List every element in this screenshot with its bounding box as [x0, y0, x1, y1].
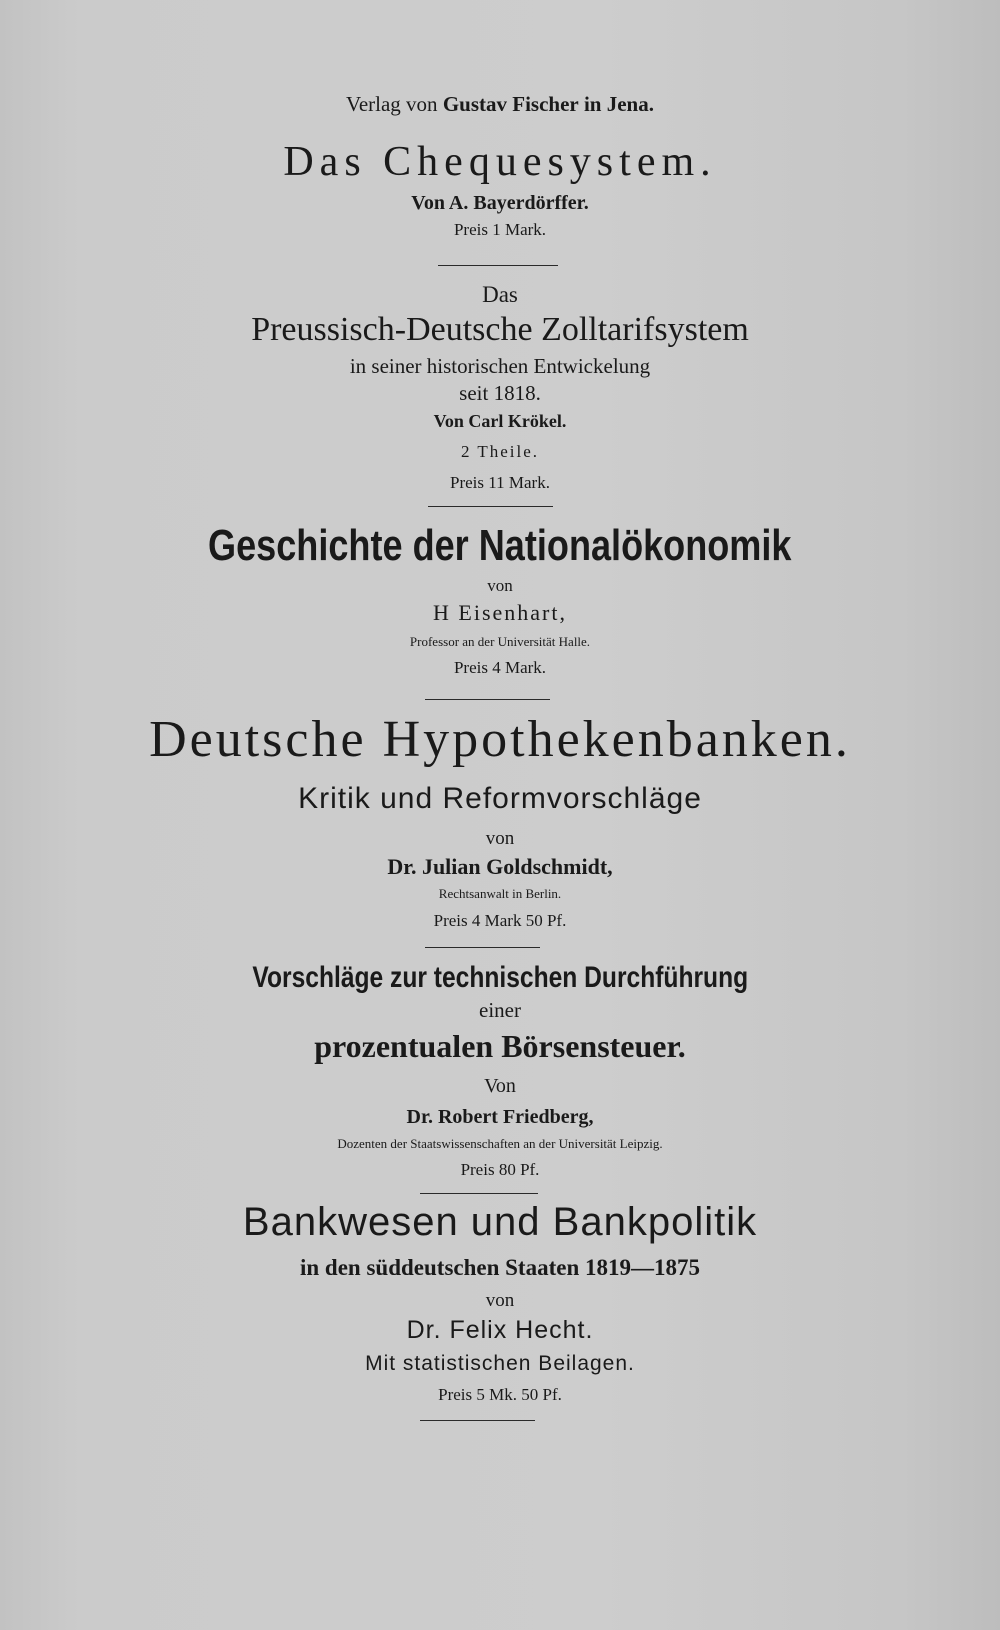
- book-2-price: Preis 11 Mark.: [450, 473, 550, 492]
- divider: [425, 947, 540, 948]
- book-6-author: Dr. Felix Hecht.: [406, 1316, 594, 1344]
- book-2-author: Von Carl Krökel.: [433, 411, 567, 431]
- book-3-affiliation: Professor an der Universität Halle.: [409, 634, 591, 649]
- book-5-price: Preis 80 Pf.: [460, 1160, 540, 1179]
- book-3-title-wrap: [0, 520, 1000, 571]
- book-6-price: Preis 5 Mk. 50 Pf.: [438, 1385, 562, 1404]
- book-2-subtitle-2: seit 1818.: [459, 381, 541, 405]
- book-3-title: Geschichte der Nationalökonomik: [208, 521, 792, 570]
- publisher-line: [0, 92, 1000, 117]
- book-1-author: Von A. Bayerdörffer.: [411, 192, 589, 214]
- divider: [420, 1420, 535, 1421]
- book-3-von: von: [487, 576, 513, 595]
- divider: [428, 506, 553, 507]
- book-4-author: Dr. Julian Goldschmidt,: [387, 854, 613, 879]
- book-6-extra: Mit statistischen Beilagen.: [365, 1352, 635, 1375]
- book-2-title: Preussisch-Deutsche Zolltarifsystem: [251, 311, 749, 348]
- book-5-affiliation: Dozenten der Staatswissenschaften an der Universität Leipzig.: [337, 1136, 663, 1151]
- book-5-title-1: Vorschläge zur technischen Durchführung: [252, 961, 748, 994]
- divider: [438, 265, 558, 266]
- book-5-title-3: prozentualen Börsensteuer.: [314, 1028, 686, 1064]
- book-4-subtitle: Kritik und Reformvorschläge: [298, 782, 702, 815]
- book-2-subtitle-1: in seiner historischen Entwickelung: [349, 354, 651, 378]
- publisher-prefix: Verlag von: [346, 92, 438, 116]
- book-1-title: Das Chequesystem.: [283, 139, 717, 185]
- book-4-affiliation: Rechtsanwalt in Berlin.: [438, 886, 562, 901]
- book-2-parts: 2 Theile.: [460, 442, 540, 461]
- book-3-author: H Eisenhart,: [433, 600, 567, 625]
- book-5-von: Von: [484, 1075, 516, 1097]
- book-1-price: Preis 1 Mark.: [453, 220, 547, 239]
- publisher-name: Gustav Fischer: [442, 92, 579, 116]
- book-5-title-2: einer: [479, 998, 521, 1022]
- divider: [425, 699, 550, 700]
- divider: [420, 1193, 538, 1194]
- publisher-suffix: in Jena.: [583, 92, 654, 116]
- book-6-title: Bankwesen und Bankpolitik: [242, 1200, 758, 1244]
- book-3-price: Preis 4 Mark.: [453, 658, 547, 677]
- book-5-title-1-wrap: [0, 960, 1000, 995]
- book-4-title: Deutsche Hypothekenbanken.: [149, 711, 851, 768]
- book-6-von: von: [485, 1290, 515, 1311]
- book-4-price: Preis 4 Mark 50 Pf.: [433, 911, 567, 930]
- book-5-author: Dr. Robert Friedberg,: [406, 1106, 594, 1128]
- book-6-subtitle: in den süddeutschen Staaten 1819—1875: [299, 1255, 701, 1280]
- book-2-pretitle: Das: [482, 282, 518, 307]
- book-4-von: von: [485, 828, 515, 849]
